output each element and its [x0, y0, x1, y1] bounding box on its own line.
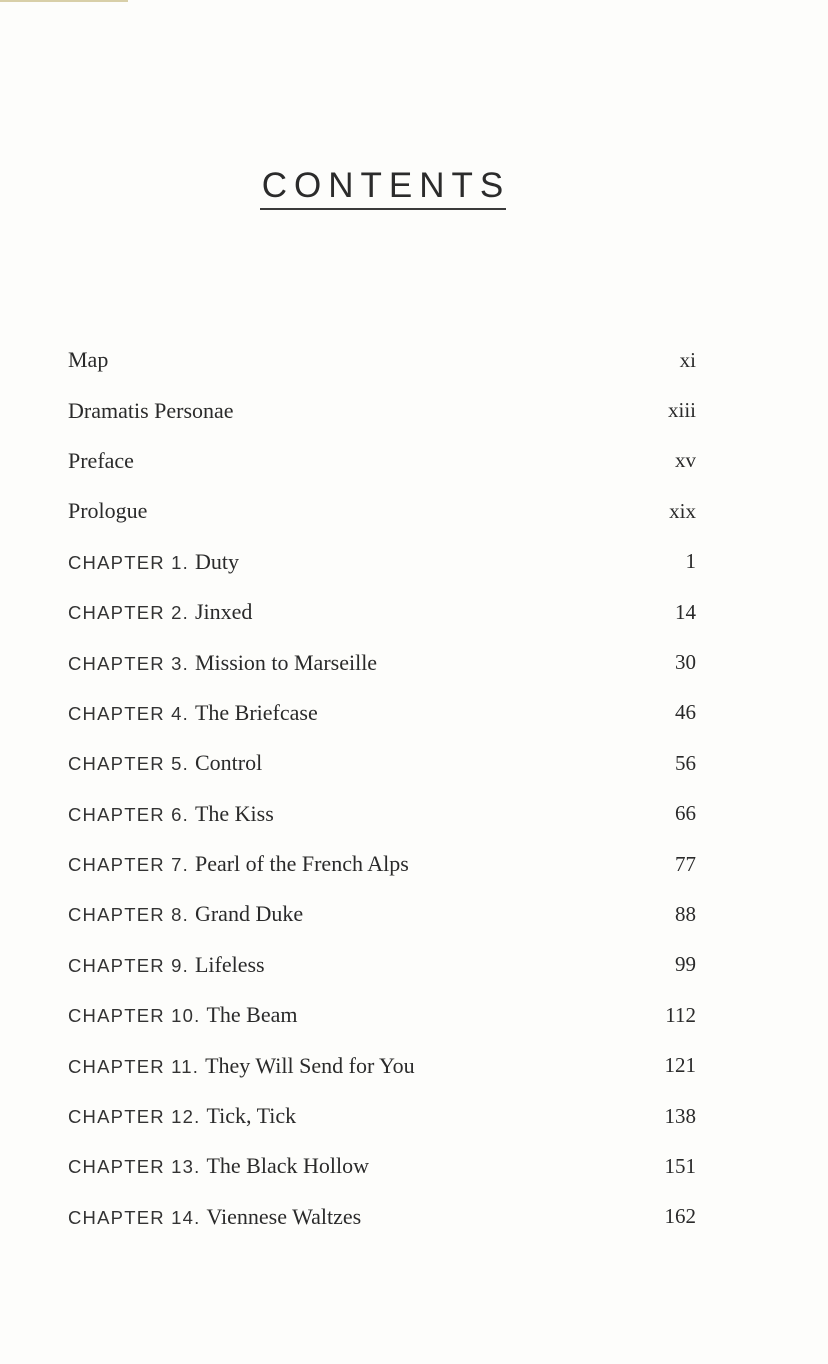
toc-entry-title: Lifeless — [194, 951, 265, 977]
toc-entry-page-number: 138 — [664, 1103, 696, 1128]
toc-entry-heading — [68, 1204, 361, 1230]
toc-entry-page-number: 46 — [675, 700, 696, 725]
chapter-number-label: CHAPTER 11. — [68, 1055, 200, 1077]
toc-entry-heading — [68, 1153, 369, 1179]
chapter-number-label: CHAPTER 3. — [68, 652, 189, 674]
toc-entry — [68, 839, 696, 889]
toc-entry-title: Grand Duke — [194, 901, 304, 927]
toc-entry — [68, 436, 696, 486]
chapter-number-label: CHAPTER 14. — [68, 1206, 201, 1228]
chapter-number-label: CHAPTER 7. — [68, 854, 189, 876]
toc-entry-title: The Black Hollow — [206, 1153, 369, 1179]
toc-entry-page-number: 77 — [675, 851, 696, 876]
toc-entry-title: Tick, Tick — [206, 1103, 297, 1129]
toc-entry-title: The Kiss — [194, 800, 274, 826]
toc-entry-title: They Will Send for You — [205, 1052, 415, 1078]
toc-entry-heading — [68, 1053, 415, 1079]
toc-entry — [68, 1040, 696, 1090]
toc-entry — [68, 1091, 696, 1141]
toc-entry-page-number: 56 — [675, 750, 696, 775]
chapter-number-label: CHAPTER 13. — [68, 1156, 201, 1178]
toc-entry — [68, 1141, 696, 1191]
toc-entry — [68, 940, 696, 990]
toc-entry — [68, 688, 696, 738]
toc-entry-heading — [68, 750, 262, 776]
toc-entry-page-number: 14 — [675, 599, 696, 624]
toc-entry-title: Prologue — [68, 498, 148, 524]
toc-entry-page-number: 30 — [675, 650, 696, 675]
toc-entry-heading — [68, 650, 377, 676]
chapter-number-label: CHAPTER 10. — [68, 1005, 201, 1027]
toc-entry — [68, 1192, 696, 1242]
toc-entry-page-number: 151 — [664, 1153, 696, 1178]
toc-entry-title: Control — [194, 750, 263, 776]
toc-entry-title: Dramatis Personae — [68, 397, 234, 423]
chapter-number-label: CHAPTER 8. — [68, 904, 189, 926]
toc-entry-heading — [68, 1103, 296, 1129]
toc-entry-heading — [68, 347, 108, 373]
table-of-contents — [68, 335, 696, 1242]
toc-entry-title: Map — [68, 347, 109, 373]
top-edge-rule — [0, 0, 128, 2]
toc-entry-heading — [68, 952, 265, 978]
toc-entry-heading — [68, 599, 252, 625]
toc-entry-title: The Briefcase — [194, 699, 318, 725]
toc-entry-page-number: xiii — [667, 398, 696, 423]
toc-entry-title: Viennese Waltzes — [206, 1203, 362, 1229]
toc-entry-heading — [68, 801, 274, 827]
chapter-number-label: CHAPTER 4. — [68, 702, 189, 724]
toc-entry — [68, 789, 696, 839]
contents-heading — [254, 166, 512, 210]
toc-entry-title: Mission to Marseille — [194, 649, 378, 675]
toc-entry-title: Jinxed — [194, 599, 253, 625]
toc-entry — [68, 637, 696, 687]
page-title: CONTENTS — [261, 166, 511, 205]
toc-entry — [68, 537, 696, 587]
toc-entry-page-number: 99 — [675, 952, 696, 977]
toc-entry-title: Pearl of the French Alps — [194, 851, 409, 877]
toc-entry-page-number: 121 — [664, 1053, 696, 1078]
toc-entry-page-number: 162 — [664, 1204, 696, 1229]
toc-entry-heading — [68, 398, 234, 424]
toc-entry — [68, 990, 696, 1040]
toc-entry-heading — [68, 549, 239, 575]
chapter-number-label: CHAPTER 6. — [68, 803, 189, 825]
chapter-number-label: CHAPTER 12. — [68, 1106, 201, 1128]
toc-entry-heading — [68, 901, 303, 927]
toc-entry-page-number: xix — [669, 498, 696, 523]
toc-entry-heading — [68, 851, 409, 877]
toc-entry-heading — [68, 448, 134, 474]
chapter-number-label: CHAPTER 5. — [68, 753, 189, 775]
toc-entry-heading — [68, 1002, 298, 1028]
toc-entry-title: Preface — [68, 447, 134, 473]
toc-entry-title: The Beam — [206, 1002, 298, 1028]
toc-entry-page-number: 1 — [685, 549, 696, 574]
title-underline — [260, 208, 506, 210]
toc-entry-page-number: 66 — [675, 801, 696, 826]
toc-entry-title: Duty — [194, 548, 239, 574]
toc-entry — [68, 738, 696, 788]
toc-entry — [68, 385, 696, 435]
toc-entry-page-number: 112 — [665, 1002, 696, 1027]
toc-entry-page-number: xi — [679, 347, 696, 372]
toc-entry-page-number: xv — [675, 448, 696, 473]
toc-entry — [68, 889, 696, 939]
chapter-number-label: CHAPTER 2. — [68, 602, 189, 624]
chapter-number-label: CHAPTER 1. — [68, 551, 189, 573]
toc-entry-heading — [68, 498, 147, 524]
chapter-number-label: CHAPTER 9. — [68, 954, 189, 976]
toc-entry — [68, 486, 696, 536]
toc-entry — [68, 587, 696, 637]
toc-entry-page-number: 88 — [675, 901, 696, 926]
toc-entry — [68, 335, 696, 385]
toc-entry-heading — [68, 700, 318, 726]
